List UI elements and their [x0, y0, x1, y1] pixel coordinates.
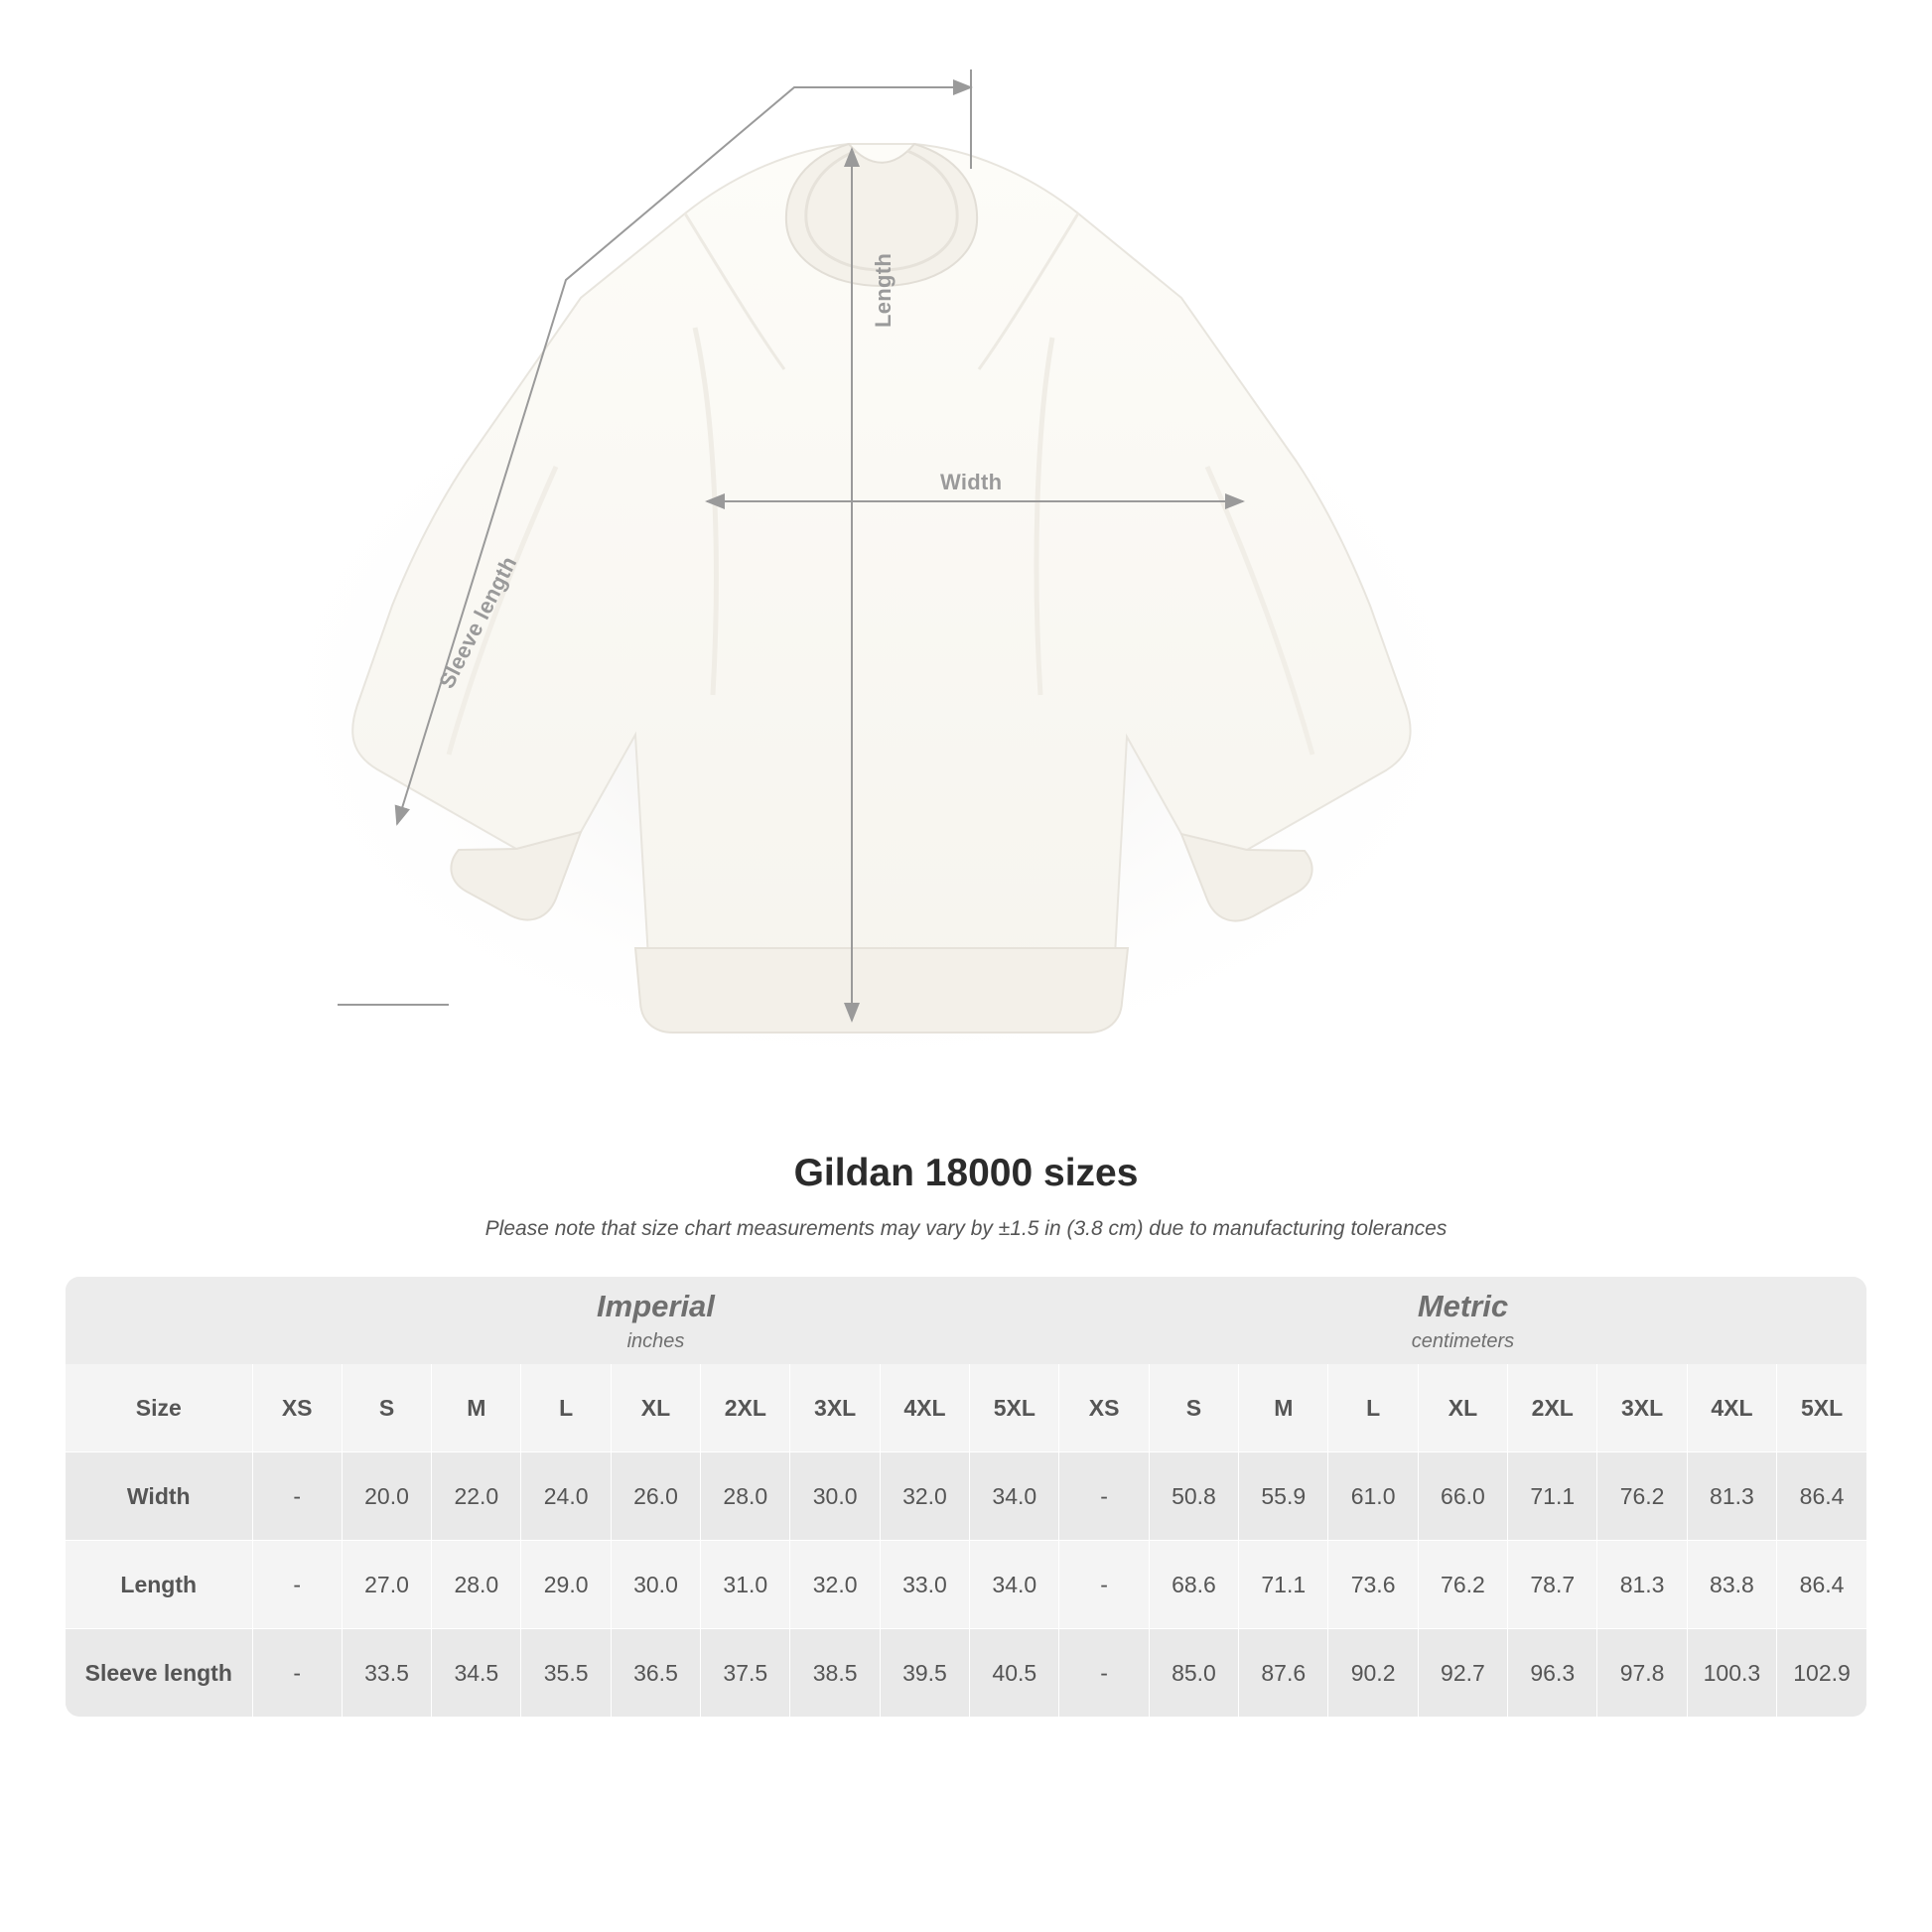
width-dimension-label: Width [940, 470, 1003, 494]
cell-sleeve-2: 34.5 [432, 1629, 521, 1718]
cell-length-8: 34.0 [970, 1541, 1059, 1629]
cell-sleeve-6: 38.5 [790, 1629, 880, 1718]
header-metric-l: L [1328, 1364, 1418, 1452]
header-imperial-4xl: 4XL [880, 1364, 969, 1452]
cell-sleeve-16: 100.3 [1687, 1629, 1776, 1718]
cell-length-7: 33.0 [880, 1541, 969, 1629]
cell-width-2: 22.0 [432, 1452, 521, 1541]
header-imperial-s: S [342, 1364, 431, 1452]
row-label-length: Length [66, 1541, 252, 1629]
row-label-sleeve-length: Sleeve length [66, 1629, 252, 1718]
header-imperial-xl: XL [611, 1364, 700, 1452]
cell-width-12: 61.0 [1328, 1452, 1418, 1541]
header-metric-4xl: 4XL [1687, 1364, 1776, 1452]
cell-width-0: - [252, 1452, 342, 1541]
cell-width-17: 86.4 [1777, 1452, 1866, 1541]
cell-length-16: 83.8 [1687, 1541, 1776, 1629]
cell-sleeve-12: 90.2 [1328, 1629, 1418, 1718]
header-metric-3xl: 3XL [1597, 1364, 1687, 1452]
cell-length-15: 81.3 [1597, 1541, 1687, 1629]
table-row [66, 1629, 1866, 1718]
cell-length-17: 86.4 [1777, 1541, 1866, 1629]
header-metric-m: M [1239, 1364, 1328, 1452]
header-imperial-5xl: 5XL [970, 1364, 1059, 1452]
header-imperial-3xl: 3XL [790, 1364, 880, 1452]
cell-width-3: 24.0 [521, 1452, 611, 1541]
cell-sleeve-10: 85.0 [1149, 1629, 1238, 1718]
header-metric-xs: XS [1059, 1364, 1149, 1452]
cell-sleeve-15: 97.8 [1597, 1629, 1687, 1718]
header-metric-xl: XL [1418, 1364, 1507, 1452]
cell-sleeve-0: - [252, 1629, 342, 1718]
cell-width-16: 81.3 [1687, 1452, 1776, 1541]
cell-length-3: 29.0 [521, 1541, 611, 1629]
size-chart-table-wrapper [66, 1277, 1866, 1717]
cell-length-9: - [1059, 1541, 1149, 1629]
unit-metric-name: Metric [1417, 1288, 1509, 1323]
cell-width-15: 76.2 [1597, 1452, 1687, 1541]
header-imperial-xs: XS [252, 1364, 342, 1452]
table-row [66, 1541, 1866, 1629]
header-metric-5xl: 5XL [1777, 1364, 1866, 1452]
row-label-width: Width [66, 1452, 252, 1541]
unit-imperial-cell [252, 1277, 1059, 1364]
cell-length-1: 27.0 [342, 1541, 431, 1629]
cell-width-11: 55.9 [1239, 1452, 1328, 1541]
cell-width-5: 28.0 [701, 1452, 790, 1541]
cell-width-4: 26.0 [611, 1452, 700, 1541]
header-metric-2xl: 2XL [1508, 1364, 1597, 1452]
unit-spacer-cell [66, 1277, 252, 1364]
header-metric-s: S [1149, 1364, 1238, 1452]
table-row [66, 1452, 1866, 1541]
cell-sleeve-14: 96.3 [1508, 1629, 1597, 1718]
cell-sleeve-11: 87.6 [1239, 1629, 1328, 1718]
cell-length-10: 68.6 [1149, 1541, 1238, 1629]
cell-width-6: 30.0 [790, 1452, 880, 1541]
cell-width-7: 32.0 [880, 1452, 969, 1541]
cell-width-14: 71.1 [1508, 1452, 1597, 1541]
cell-sleeve-7: 39.5 [880, 1629, 969, 1718]
size-chart-table [66, 1277, 1866, 1717]
unit-imperial-name: Imperial [597, 1288, 715, 1323]
cell-length-2: 28.0 [432, 1541, 521, 1629]
cell-sleeve-4: 36.5 [611, 1629, 700, 1718]
cell-width-1: 20.0 [342, 1452, 431, 1541]
cell-sleeve-3: 35.5 [521, 1629, 611, 1718]
tolerance-note: Please note that size chart measurements may vary by ±1.5 in (3.8 cm) due to manufacturing tolerances [484, 1217, 1448, 1240]
unit-header-row [66, 1277, 1866, 1364]
sleeve-length-dimension-label: Sleeve length [434, 552, 522, 693]
header-imperial-l: L [521, 1364, 611, 1452]
unit-metric-cell [1059, 1277, 1866, 1364]
column-header-row [66, 1364, 1866, 1452]
cell-width-8: 34.0 [970, 1452, 1059, 1541]
length-dimension-label: Length [871, 252, 896, 328]
unit-imperial-sub: inches [626, 1329, 685, 1352]
cell-length-6: 32.0 [790, 1541, 880, 1629]
cell-length-14: 78.7 [1508, 1541, 1597, 1629]
unit-metric-sub: centimeters [1411, 1329, 1515, 1352]
cell-length-5: 31.0 [701, 1541, 790, 1629]
page-title: Gildan 18000 sizes [793, 1152, 1139, 1194]
cell-sleeve-8: 40.5 [970, 1629, 1059, 1718]
cell-sleeve-9: - [1059, 1629, 1149, 1718]
cell-width-13: 66.0 [1418, 1452, 1507, 1541]
header-imperial-m: M [432, 1364, 521, 1452]
cell-length-12: 73.6 [1328, 1541, 1418, 1629]
cell-sleeve-13: 92.7 [1418, 1629, 1507, 1718]
cell-sleeve-5: 37.5 [701, 1629, 790, 1718]
cell-length-13: 76.2 [1418, 1541, 1507, 1629]
header-imperial-2xl: 2XL [701, 1364, 790, 1452]
cell-width-9: - [1059, 1452, 1149, 1541]
cell-length-4: 30.0 [611, 1541, 700, 1629]
title-block [0, 1152, 1932, 1241]
cell-width-10: 50.8 [1149, 1452, 1238, 1541]
cell-length-0: - [252, 1541, 342, 1629]
cell-sleeve-17: 102.9 [1777, 1629, 1866, 1718]
cell-length-11: 71.1 [1239, 1541, 1328, 1629]
cell-sleeve-1: 33.5 [342, 1629, 431, 1718]
header-size: Size [66, 1364, 252, 1452]
